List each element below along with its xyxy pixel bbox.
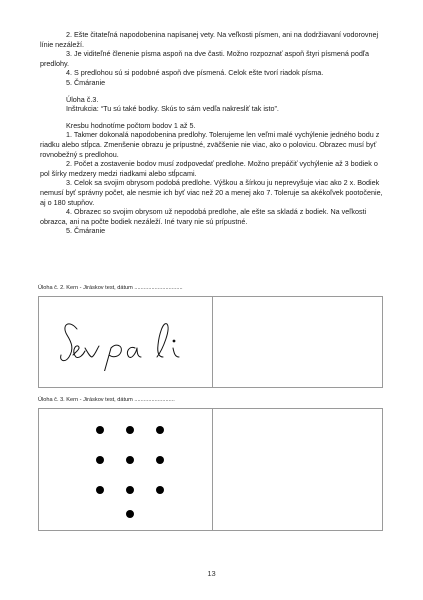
dot-r2-c1	[96, 456, 104, 464]
spacer	[40, 88, 385, 95]
dot-r3-c1	[96, 486, 104, 494]
score-5-text: 5. Čmáranie	[66, 77, 106, 87]
task3-score-4: 4. Obrazec so svojim obrysom už nepodobá predlohe, ale ešte sa skladá z bodiek. Na veľkosti obrazca, ani na počte bodiek nezáleží. Iné tvary nie sú prípustné.	[40, 207, 367, 226]
letter-p	[104, 345, 121, 371]
task3-box	[38, 408, 383, 531]
handwriting-sample	[59, 315, 209, 371]
task2-divider	[212, 297, 213, 387]
handwriting-svg	[59, 315, 209, 371]
letter-a	[127, 347, 141, 357]
task3-score-5: 5. Čmáranie	[66, 226, 106, 236]
task3-caption: Úloha č. 3. Kern - Jiráskov test, dátum ..........................	[38, 397, 175, 403]
letter-l	[157, 324, 168, 357]
letter-i	[173, 348, 179, 357]
dot-r2-c3	[156, 456, 164, 464]
score-4-text: 4. S predlohou sú si podobné aspoň dve písmená. Celok ešte tvorí riadok písma.	[66, 68, 324, 78]
letter-i-dot	[173, 340, 175, 342]
task2-box	[38, 296, 383, 388]
letter-e	[73, 346, 85, 358]
dot-r1-c1	[96, 426, 104, 434]
score-3-text: 3. Je viditeľné členenie písma aspoň na dve časti. Možno rozpoznať aspoň štyri písmená podľa predlohy.	[40, 49, 369, 68]
dot-r3-c3	[156, 486, 164, 494]
dot-r4-center	[126, 510, 134, 518]
dot-r1-c2	[126, 426, 134, 434]
task3-score-1: 1. Takmer dokonalá napodobenina predlohy. Tolerujeme len veľmi malé vychýlenie jedného bodu z riadku alebo stĺpca. Zmenšenie obrazu je prípustné, zväčšenie nie viac, ako o polovicu. Obrazec musí byť rovnobežný s predlohou.	[40, 130, 380, 159]
task3-score-3: 3. Celok sa svojim obrysom podobá predlohe. Výškou a šírkou ju neprevyšuje viac ako 2 x. Bodiek nemusí byť správny počet, ale nesmie ich byť viac než 20 a menej ako 7. Toleruje sa akékoľvek pootočenie, aj o 180 stupňov.	[40, 178, 383, 207]
dot-r1-c3	[156, 426, 164, 434]
dot-pattern	[39, 409, 211, 530]
task3-divider	[212, 409, 213, 530]
task3-title: Úloha č.3.	[66, 94, 99, 104]
letter-v	[85, 346, 99, 357]
task3-intro: Kresbu hodnotíme počtom bodov 1 až 5.	[66, 120, 196, 130]
page-number: 13	[207, 569, 216, 578]
score-2-text: 2. Ešte čitateľná napodobenina napísanej vety. Na veľkosti písmen, ani na dodržiavaní vodorovnej línie nezáleží.	[40, 30, 379, 49]
task2-caption: Úloha č. 2. Kern - Jiráskov test, dátum ...............................	[38, 285, 183, 291]
task3-instruction: Inštrukcia: “Tu sú také bodky. Skús to sám vedľa nakresliť tak isto”.	[66, 104, 279, 114]
instructions-text	[40, 30, 385, 236]
dot-r3-c2	[126, 486, 134, 494]
dot-r2-c2	[126, 456, 134, 464]
task3-score-2: 2. Počet a zostavenie bodov musí zodpovedať predlohe. Možno prepáčiť vychýlenie až 3 bodiek o pol šírky medzery medzi riadkami alebo stĺpcami.	[40, 159, 378, 178]
spacer	[40, 114, 385, 121]
